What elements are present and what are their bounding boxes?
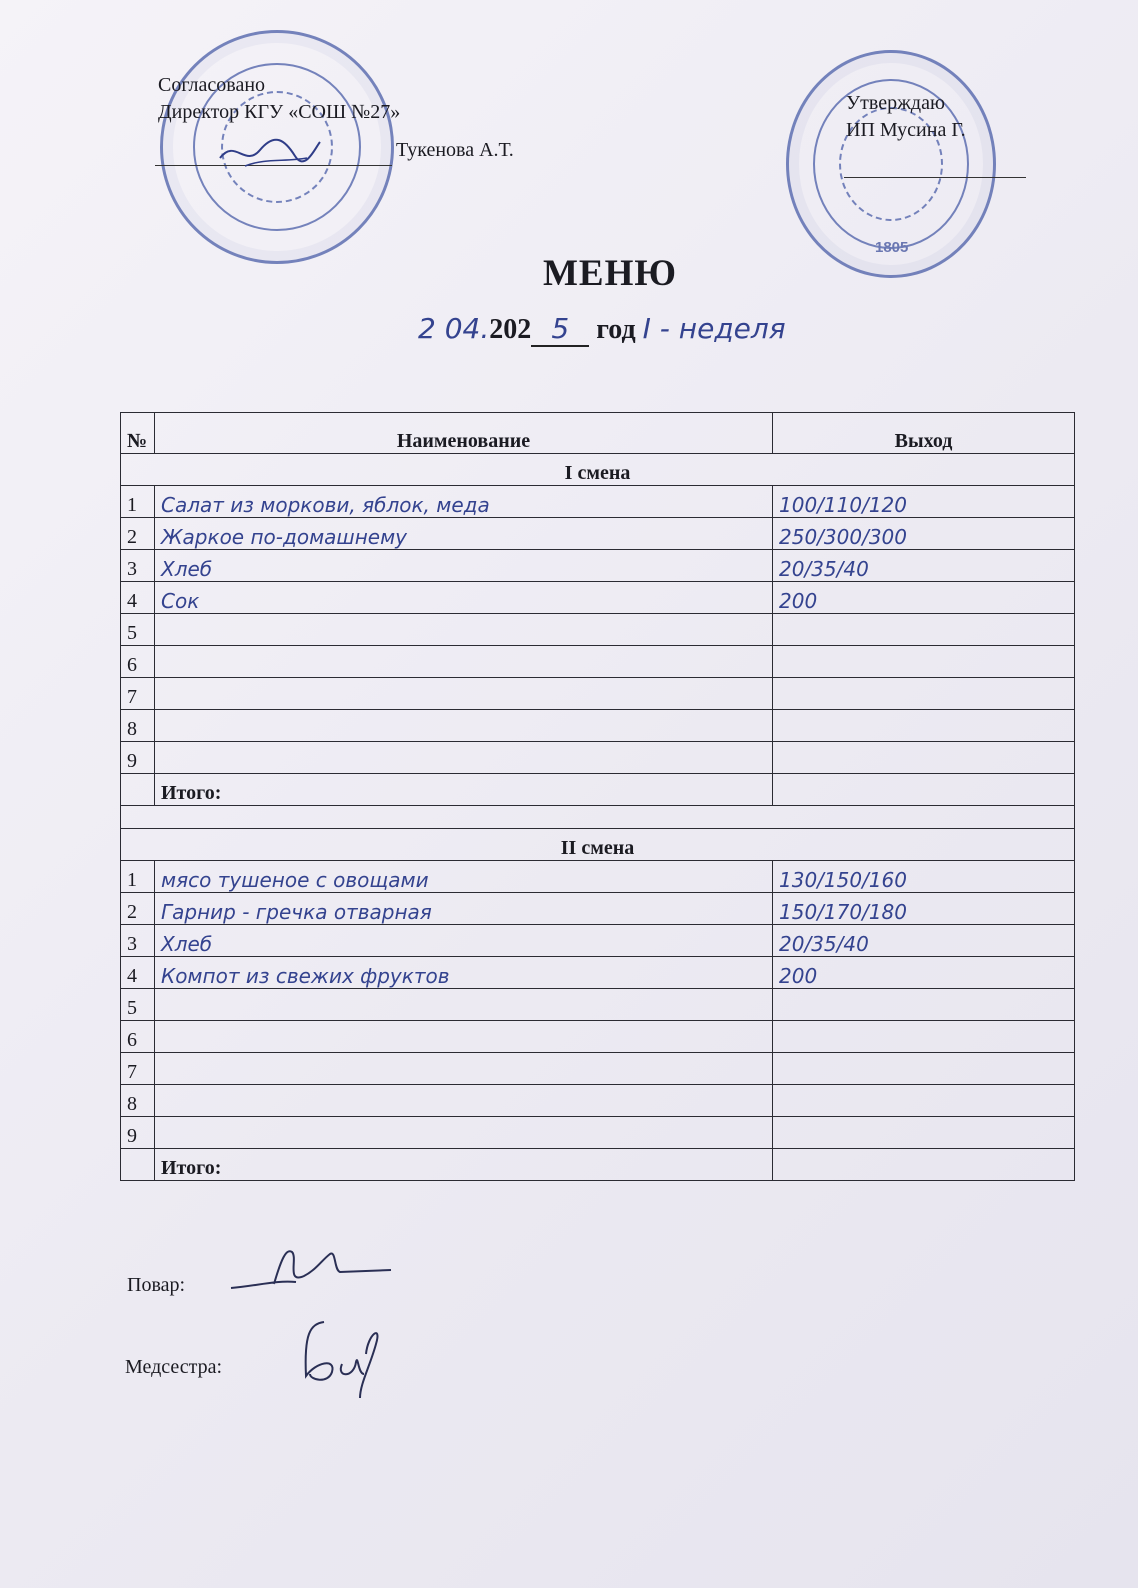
approval-position: Директор КГУ «СОШ №27» (158, 101, 401, 123)
table-row (121, 486, 1075, 518)
dish-output (773, 614, 1075, 646)
row-number: 9 (121, 1117, 155, 1149)
shift-title: II смена (121, 829, 1075, 861)
table-row (121, 646, 1075, 678)
dish-output: 130/150/160 (773, 861, 1075, 893)
dish-output: 20/35/40 (773, 550, 1075, 582)
table-row (121, 582, 1075, 614)
nurse-signature (296, 1314, 386, 1404)
dish-output: 250/300/300 (773, 518, 1075, 550)
total-value (773, 1149, 1075, 1181)
row-number: 2 (121, 518, 155, 550)
table-header-row (121, 413, 1075, 454)
table-row (121, 957, 1075, 989)
approval-block-left (158, 72, 400, 126)
date-year-prefix: 202 (489, 314, 532, 345)
week-handwritten: I - неделя (642, 312, 786, 345)
approval-label: Согласовано (158, 74, 266, 96)
round-seal-right (786, 50, 996, 278)
row-number: 9 (121, 742, 155, 774)
dish-name (155, 1053, 773, 1085)
row-number: 1 (121, 861, 155, 893)
dish-name (155, 646, 773, 678)
dish-output (773, 710, 1075, 742)
row-number: 6 (121, 646, 155, 678)
dish-name (155, 742, 773, 774)
table-row (121, 550, 1075, 582)
nurse-label: Медсестра: (125, 1356, 223, 1378)
header-num: № (121, 413, 155, 454)
dish-name (155, 614, 773, 646)
total-empty-cell (121, 1149, 155, 1181)
total-row (121, 774, 1075, 806)
dish-name: Хлеб (155, 925, 773, 957)
dish-output (773, 1053, 1075, 1085)
header-output: Выход (773, 413, 1075, 454)
row-number: 7 (121, 1053, 155, 1085)
row-number: 6 (121, 1021, 155, 1053)
dish-name (155, 710, 773, 742)
table-body (121, 454, 1075, 1181)
row-number: 7 (121, 678, 155, 710)
dish-output (773, 646, 1075, 678)
row-number: 2 (121, 893, 155, 925)
row-number: 1 (121, 486, 155, 518)
director-signature (215, 128, 325, 178)
table-row (121, 989, 1075, 1021)
dish-name (155, 1117, 773, 1149)
total-label: Итого: (155, 774, 773, 806)
dish-output (773, 742, 1075, 774)
dish-name: Хлеб (155, 550, 773, 582)
dish-output (773, 1085, 1075, 1117)
dish-output: 150/170/180 (773, 893, 1075, 925)
dish-name: мясо тушеное с овощами (155, 861, 773, 893)
dish-name: Компот из свежих фруктов (155, 957, 773, 989)
approval-label: Утверждаю (846, 92, 945, 114)
date-year-word: год (596, 314, 636, 345)
table-row (121, 742, 1075, 774)
menu-table (120, 412, 1075, 1181)
row-number: 4 (121, 582, 155, 614)
seal-number: 1805 (875, 239, 909, 256)
dish-name: Сок (155, 582, 773, 614)
total-empty-cell (121, 774, 155, 806)
dish-output (773, 678, 1075, 710)
total-row (121, 1149, 1075, 1181)
dish-name: Салат из моркови, яблок, меда (155, 486, 773, 518)
total-label: Итого: (155, 1149, 773, 1181)
dish-name (155, 678, 773, 710)
row-number: 5 (121, 614, 155, 646)
date-line (418, 312, 786, 347)
table-row (121, 614, 1075, 646)
cook-label: Повар: (127, 1274, 186, 1296)
header-name: Наименование (155, 413, 773, 454)
row-number: 3 (121, 550, 155, 582)
spacer-cell (121, 806, 1075, 829)
table-row (121, 1085, 1075, 1117)
table-row (121, 1117, 1075, 1149)
table-row (121, 710, 1075, 742)
approval-position: ИП Мусина Г. (846, 119, 966, 141)
row-number: 8 (121, 1085, 155, 1117)
table-row (121, 1021, 1075, 1053)
dish-name: Гарнир - гречка отварная (155, 893, 773, 925)
dish-output: 200 (773, 582, 1075, 614)
row-number: 5 (121, 989, 155, 1021)
dish-output (773, 1117, 1075, 1149)
table-row (121, 678, 1075, 710)
dish-name: Жаркое по-домашнему (155, 518, 773, 550)
dish-output (773, 1021, 1075, 1053)
dish-name (155, 1085, 773, 1117)
approval-name: Тукенова А.Т. (396, 139, 514, 161)
shift-title-row (121, 454, 1075, 486)
date-year-handwritten: 5 (531, 312, 589, 347)
table-row (121, 518, 1075, 550)
date-day-handwritten: 2 04. (418, 312, 490, 345)
row-number: 4 (121, 957, 155, 989)
page-title: МЕНЮ (542, 253, 678, 294)
table-row (121, 893, 1075, 925)
table-row (121, 925, 1075, 957)
dish-name (155, 989, 773, 1021)
row-number: 8 (121, 710, 155, 742)
table-row (121, 861, 1075, 893)
shift-title: I смена (121, 454, 1075, 486)
dish-output: 20/35/40 (773, 925, 1075, 957)
dish-output (773, 989, 1075, 1021)
cook-signature (226, 1240, 396, 1300)
shift-title-row (121, 829, 1075, 861)
dish-name (155, 1021, 773, 1053)
signature-line-right (844, 177, 1026, 178)
table-row (121, 1053, 1075, 1085)
row-number: 3 (121, 925, 155, 957)
total-value (773, 774, 1075, 806)
shift-spacer-row (121, 806, 1075, 829)
dish-output: 100/110/120 (773, 486, 1075, 518)
dish-output: 200 (773, 957, 1075, 989)
approval-block-right (846, 90, 966, 144)
